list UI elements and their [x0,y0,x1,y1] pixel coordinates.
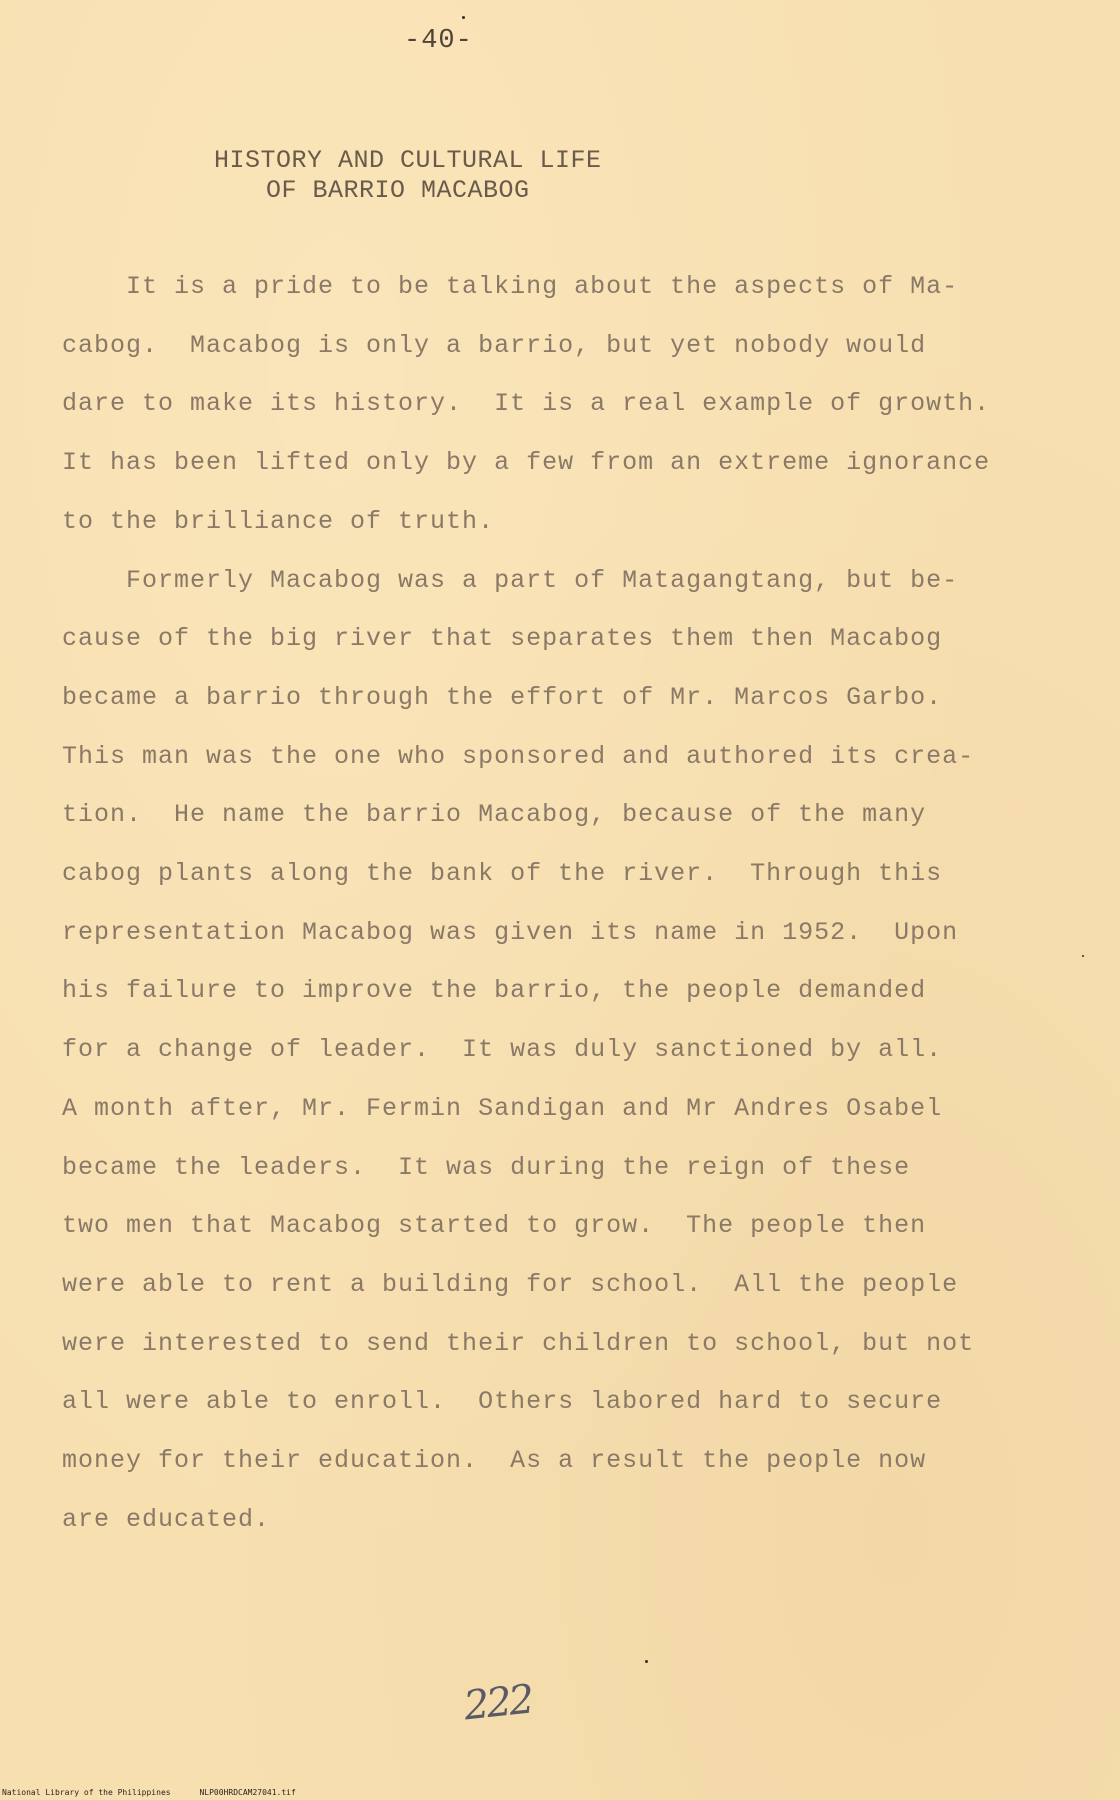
body-line: two men that Macabog started to grow. The people then [62,1211,927,1241]
document-title [214,146,602,206]
body-line: were able to rent a building for school. All the people [62,1269,959,1299]
page-number: -40- [404,26,473,56]
handwritten-page-number: 222 [461,1676,534,1730]
body-line: for a change of leader. It was duly sanctioned by all. [62,1035,943,1065]
body-line: cabog. Macabog is only a barrio, but yet nobody would [62,330,927,360]
body-line: It has been lifted only by a few from an extreme ignorance [62,448,991,478]
body-line: This man was the one who sponsored and authored its crea- [62,741,975,771]
body-line: It is a pride to be talking about the aspects of Ma- [62,272,959,301]
body-line: were interested to send their children to school, but not [62,1328,975,1358]
body-line: tion. He name the barrio Macabog, because of the many [62,800,927,830]
ink-speck [462,16,465,19]
body-line: dare to make its history. It is a real example of growth. [62,389,991,419]
body-text [62,258,1082,1549]
body-line: Formerly Macabog was a part of Matagangtang, but be- [62,565,959,595]
body-line: representation Macabog was given its name in 1952. Upon [62,917,959,947]
body-line: are educated. [62,1504,271,1534]
body-line: cabog plants along the bank of the river. Through this [62,859,943,889]
body-line: all were able to enroll. Others labored hard to secure [62,1387,943,1417]
scan-footer: National Library of the Philippines NLP00HRDCAM27041.tif [2,1788,296,1797]
body-line: his failure to improve the barrio, the people demanded [62,976,927,1006]
title-line-2: OF BARRIO MACABOG [266,176,530,205]
body-line: cause of the big river that separates them then Macabog [62,624,943,654]
ink-speck [645,1660,648,1663]
ink-speck [1082,955,1084,957]
body-line: money for their education. As a result the people now [62,1446,927,1476]
body-line: became the leaders. It was during the reign of these [62,1152,911,1182]
title-line-1: HISTORY AND CULTURAL LIFE [214,146,602,175]
body-line: A month after, Mr. Fermin Sandigan and Mr Andres Osabel [62,1093,943,1123]
body-line: became a barrio through the effort of Mr. Marcos Garbo. [62,682,943,712]
body-line: to the brilliance of truth. [62,506,495,536]
